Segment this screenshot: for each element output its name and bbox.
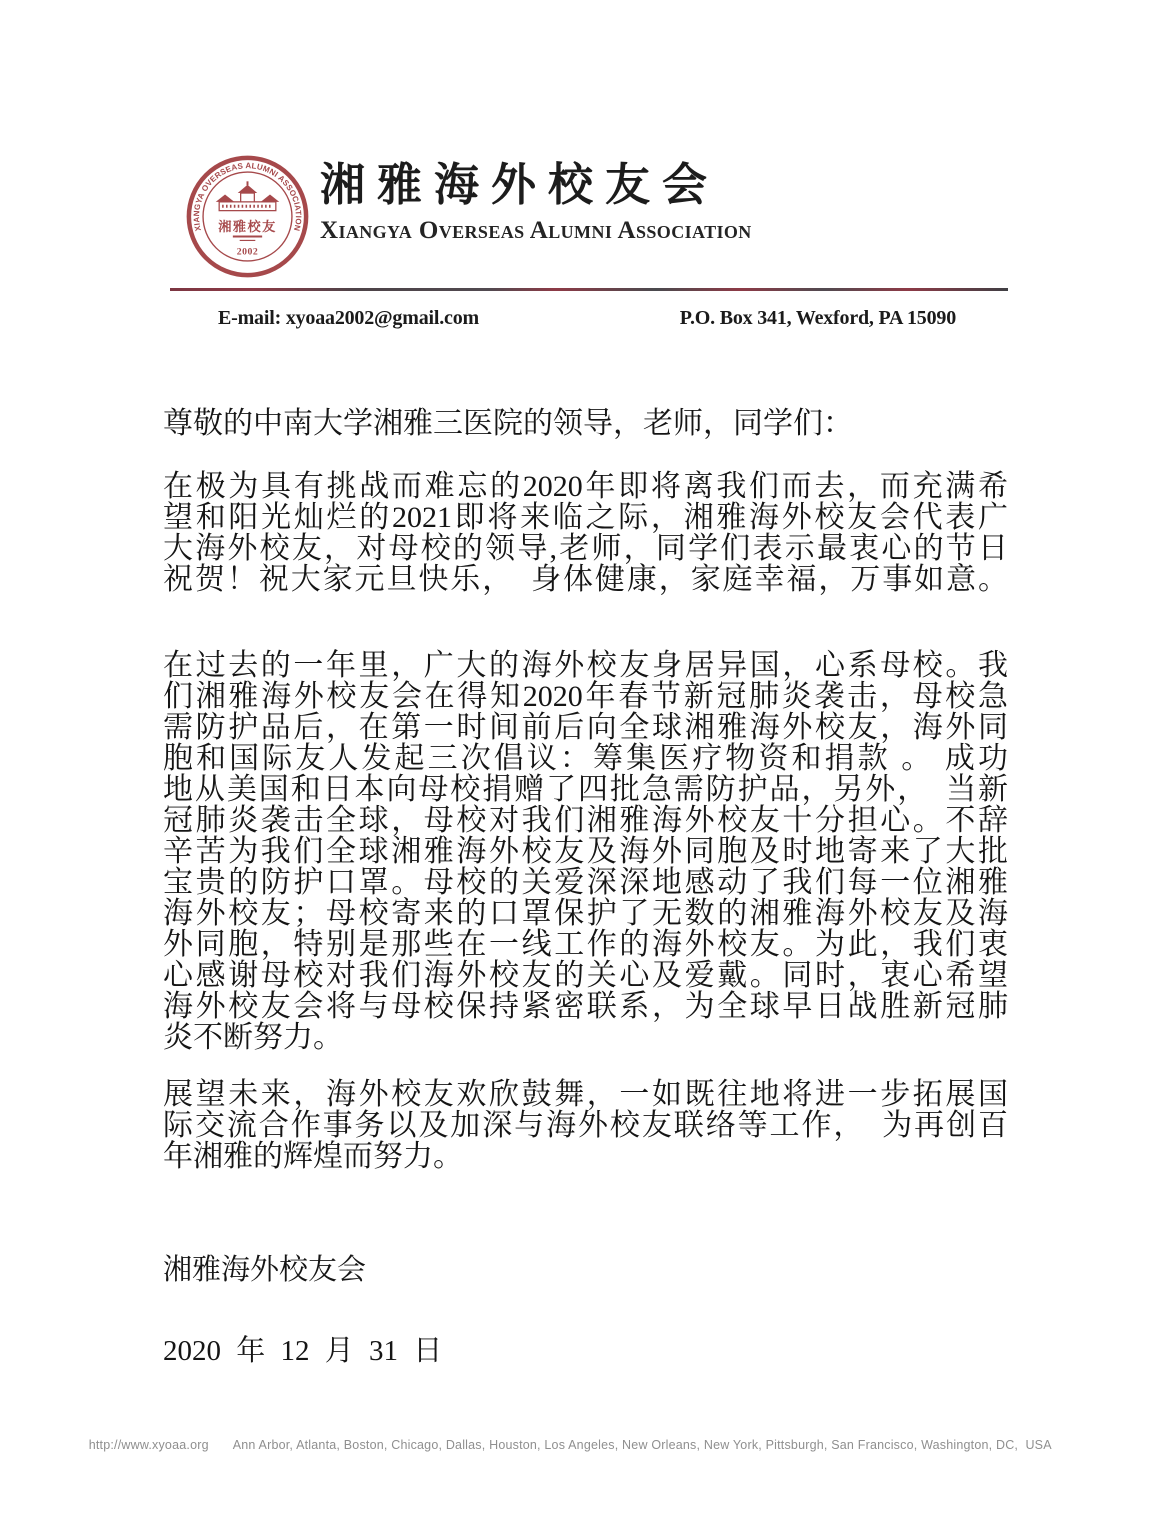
paragraph-greeting <box>163 471 1008 595</box>
po-box-text: P.O. Box 341, Wexford, PA 15090 <box>679 307 956 329</box>
text-line: 辛苦为我们全球湘雅海外校友及海外同胞及时地寄来了大批 <box>163 835 1008 868</box>
letter-body <box>163 408 1008 1367</box>
text-line: 们湘雅海外校友会在得知2020年春节新冠肺炎袭击，母校急 <box>163 680 1008 713</box>
contact-row <box>163 307 1008 330</box>
seal-year-text: 2002 <box>236 246 259 258</box>
text-line: 大海外校友，对母校的领导,老师，同学们表示最衷心的节日 <box>163 532 1008 565</box>
text-line: 心感谢母校对我们海外校友的关心及爱戴。同时，衷心希望 <box>163 959 1008 992</box>
alumni-association-seal-icon <box>184 150 311 283</box>
footer <box>74 1424 1144 1466</box>
paragraph-year-review <box>163 650 1008 1053</box>
seal-center-text: 湘雅校友 <box>218 219 277 235</box>
org-names <box>320 150 752 245</box>
text-line: 冠肺炎袭击全球，母校对我们湘雅海外校友十分担心。不辞 <box>163 804 1008 837</box>
header-divider <box>170 288 1008 291</box>
text-line: 际交流合作事务以及加深与海外校友联络等工作， 为再创百 <box>163 1109 1008 1142</box>
text-line: 望和阳光灿烂的2021即将来临之际，湘雅海外校友会代表广 <box>163 501 1008 534</box>
email-text: E-mail: xyoaa2002@gmail.com <box>218 307 479 329</box>
paragraph-outlook <box>163 1079 1008 1172</box>
text-line: 需防护品后，在第一时间前后向全球湘雅海外校友，海外同 <box>163 711 1008 744</box>
org-name-english: Xiangya Overseas Alumni Association <box>320 216 752 244</box>
text-line: 祝贺！祝大家元旦快乐， 身体健康，家庭幸福，万事如意。 <box>163 563 1008 596</box>
text-line: 年湘雅的辉煌而努力。 <box>163 1140 463 1173</box>
text-line: 海外校友会将与母校保持紧密联系，为全球早日战胜新冠肺 <box>163 990 1008 1023</box>
text-line: 在极为具有挑战而难忘的2020年即将离我们而去，而充满希 <box>163 470 1008 503</box>
text-line: 炎不断努力。 <box>163 1021 343 1054</box>
org-name-chinese: 湘雅海外校友会 <box>320 160 720 210</box>
seal-graphic <box>184 150 311 283</box>
website-url: http://www.xyoaa.org <box>88 1438 209 1452</box>
text-line: 地从美国和日本向母校捐赠了四批急需防护品，另外， 当新 <box>163 773 1008 806</box>
text-line: 胞和国际友人发起三次倡议：筹集医疗物资和捐款 。 成功 <box>163 742 1008 775</box>
text-line: 宝贵的防护口罩。母校的关爱深深地感动了我们每一位湘雅 <box>163 866 1008 899</box>
text-line: 海外校友；母校寄来的口罩保护了无数的湘雅海外校友及海 <box>163 897 1008 930</box>
text-line: 展望未来，海外校友欢欣鼓舞，一如既往地将进一步拓展国 <box>163 1078 1008 1111</box>
chapter-cities: Ann Arbor, Atlanta, Boston, Chicago, Dallas, Houston, Los Angeles, New Orleans, New York, Pittsburgh, San Francisco, Washington, DC, USA <box>232 1438 1052 1452</box>
text-line: 外同胞，特别是那些在一线工作的海外校友。为此，我们衷 <box>163 928 1008 961</box>
signature: 湘雅海外校友会 <box>163 1254 367 1286</box>
seal-ring-text: XIANGYA OVERSEAS ALUMNI ASSOCIATION <box>192 161 303 232</box>
date-line: 2020 年 12 月 31 日 <box>163 1335 443 1367</box>
salutation: 尊敬的中南大学湘雅三医院的领导，老师，同学们： <box>163 407 853 440</box>
text-line: 在过去的一年里，广大的海外校友身居异国，心系母校。我 <box>163 649 1008 682</box>
letterhead <box>163 150 1008 287</box>
